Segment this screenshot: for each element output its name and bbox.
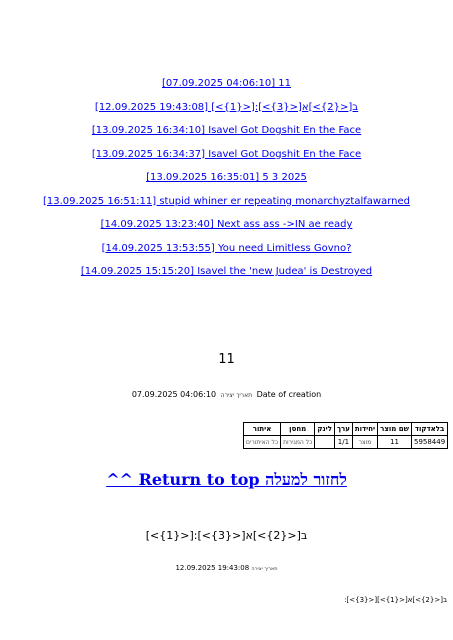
- entry-link-2[interactable]: [12.09.2025 19:43:08] [<{1}>]:[<{3}>]ב[<{2}>]א: [94, 101, 359, 113]
- table-cell-link[interactable]: [315, 436, 335, 449]
- note-title: [<{1}>]:[<{3}>]ב[<{2}>]א: [145, 529, 308, 542]
- creation-date-value: 07.09.2025 04:06:10: [131, 390, 217, 399]
- table-header-cell: בלאדקוד: [411, 423, 447, 436]
- note-date-label-he: תאריך יצירה: [251, 566, 278, 572]
- entry-link-7[interactable]: [14.09.2025 13:23:40] Next ass ass ->IN ae ready: [100, 219, 353, 230]
- table-row: [244, 436, 448, 449]
- table-cell-warehouse: כל המגירות: [281, 436, 315, 449]
- table-cell-units: מוצר: [352, 436, 377, 449]
- entry-link-9[interactable]: [14.09.2025 15:15:20] Isavel the 'new Judea' is Destroyed: [80, 266, 373, 277]
- creation-date-label-en: Date of creation: [256, 390, 322, 399]
- table-header-cell: יחידות: [352, 423, 377, 436]
- table-header-cell: שם מוצר: [378, 423, 412, 436]
- table-cell-product-name: 11: [378, 436, 412, 449]
- creation-date-line: [0, 390, 453, 399]
- table-header-row: [244, 423, 448, 436]
- table-cell-barcode: 5958449: [411, 436, 447, 449]
- product-table: [243, 422, 448, 449]
- entry-link-4[interactable]: [13.09.2025 16:34:37] Isavel Got Dogshit En the Face: [91, 148, 362, 160]
- table-header-cell: לינק: [315, 423, 335, 436]
- table-cell-location: כל האיתורים: [244, 436, 281, 449]
- table-header-cell: מחסן: [281, 423, 315, 436]
- entry-link-1[interactable]: [07.09.2025 04:06:10] 11: [161, 78, 292, 89]
- entry-link-list: [0, 78, 453, 290]
- entry-link-5[interactable]: [13.09.2025 16:35:01] 5 3 2025: [146, 172, 307, 183]
- entry-link-3[interactable]: [13.09.2025 16:34:10] Isavel Got Dogshit En the Face: [91, 125, 362, 136]
- footer-code: :[<{3}>]ב[<{2}>]א[<{1}>]: [344, 596, 447, 604]
- entry-link-6[interactable]: [13.09.2025 16:51:11] stupid whiner er repeating monarchyztalfawarned: [43, 195, 410, 207]
- return-to-top-link[interactable]: ^^ Return to top לחזור למעלה: [106, 470, 347, 489]
- table-cell-value: 1/1: [334, 436, 352, 449]
- entry-title: 11: [218, 352, 235, 367]
- table-header-cell: איתור: [244, 423, 281, 436]
- entry-link-8[interactable]: [14.09.2025 13:53:55] You need Limitless Govno?: [101, 242, 352, 254]
- note-date-line: [0, 564, 453, 572]
- table-header-cell: ערך: [334, 423, 352, 436]
- creation-date-label-he: תאריך יצירה: [220, 392, 253, 399]
- note-date-value: 12.09.2025 19:43:08: [175, 564, 250, 572]
